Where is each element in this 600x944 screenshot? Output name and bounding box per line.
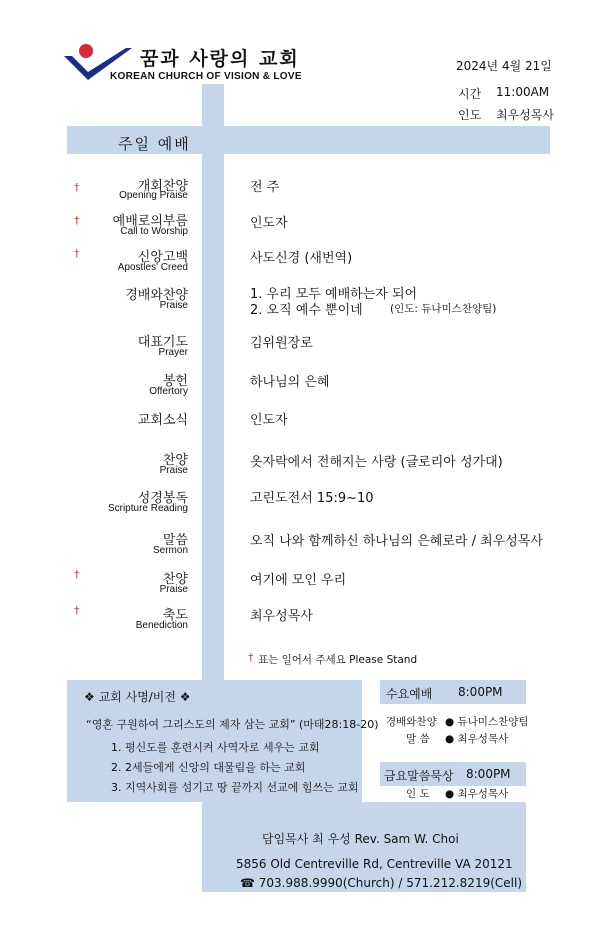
stand-cross-icon: † [74, 181, 80, 194]
stand-cross-icon: † [74, 568, 80, 581]
friday-row-label: 인 도 [406, 788, 430, 800]
stand-cross-icon: † [74, 604, 80, 617]
service-item-en: Offertory [149, 386, 188, 397]
time-label: 시간 [458, 87, 482, 101]
friday-time: 8:00PM [466, 767, 511, 781]
service-item-note: (인도: 듀나미스찬양팀) [390, 303, 497, 315]
mission-title: ❖ 교회 사명/비전 ❖ [84, 690, 191, 704]
leader-label: 인도 [458, 108, 482, 122]
service-item-ko: 신앙고백 [137, 250, 188, 265]
service-item-value: 오직 나와 함께하신 하나님의 은혜로라 / 최우성목사 [250, 534, 543, 549]
service-item-ko: 축도 [162, 608, 188, 623]
service-item-value: 사도신경 (새번역) [250, 251, 353, 266]
time-value: 11:00AM [496, 85, 550, 99]
footer-pastor: 담임목사 최 우성 Rev. Sam W. Choi [262, 832, 459, 846]
service-vertical-band [202, 154, 224, 680]
service-item-value: 1. 우리 모두 예배하는자 되어 [250, 287, 418, 302]
friday-row-value: ● 최우성목사 [445, 788, 509, 800]
service-item-value: 옷자락에서 전해지는 사랑 (글로리아 성가대) [250, 455, 503, 470]
wednesday-title: 수요예배 [386, 687, 433, 701]
stand-cross-icon: † [74, 247, 80, 260]
service-item-value: 김위원장로 [250, 336, 313, 351]
service-item-en: Opening Praise [119, 190, 188, 201]
service-item-value: 고린도전서 15:9~10 [250, 491, 374, 506]
friday-title: 금요말씀묵상 [384, 769, 454, 783]
service-item-ko: 경배와찬양 [125, 288, 188, 303]
service-item-en: Sermon [152, 545, 188, 556]
service-item-value-2: 2. 오직 예수 뿐이네 [250, 303, 363, 318]
service-item-en: Call to Worship [120, 226, 188, 237]
footer-address: 5856 Old Centreville Rd, Centreville VA 20121 [236, 857, 513, 871]
service-item-ko: 예배로의부름 [112, 214, 188, 229]
service-item-en: Praise [159, 300, 188, 311]
wednesday-time: 8:00PM [458, 685, 503, 699]
service-item-ko: 말씀 [162, 533, 188, 548]
wednesday-row-label: 경배와찬양 [386, 716, 437, 728]
service-item-value: 최우성목사 [250, 609, 313, 624]
church-name-ko: 꿈과 사랑의 교회 [140, 48, 300, 70]
service-item-ko: 봉헌 [162, 374, 188, 389]
service-item-ko: 개회찬양 [137, 179, 188, 194]
service-title: 주일 예배 [118, 135, 191, 153]
wednesday-row-label: 말 씀 [406, 733, 430, 745]
service-item-en: Prayer [158, 347, 188, 358]
leader-value: 최우성목사 [496, 108, 554, 122]
service-date: 2024년 4월 21일 [456, 59, 552, 73]
service-item-value: 인도자 [250, 216, 288, 231]
stand-cross-icon: † [74, 214, 80, 227]
wednesday-row-value: ● 듀나미스찬양팀 [445, 716, 529, 728]
mission-point: 2. 2세들에게 신앙의 대물림을 하는 교회 [111, 761, 306, 774]
service-item-en: Benediction [135, 620, 188, 631]
service-item-ko: 교회소식 [137, 413, 188, 428]
footer-phone: ☎ 703.988.9990(Church) / 571.212.8219(Cell) [240, 876, 523, 890]
service-item-value: 하나님의 은혜 [250, 375, 330, 390]
mission-point: 1. 평신도를 훈련시켜 사역자로 세우는 교회 [111, 741, 320, 754]
service-item-ko: 성경봉독 [137, 491, 188, 506]
stand-note-cross-icon: † [248, 651, 254, 664]
service-item-en: Scripture Reading [107, 503, 188, 514]
service-item-value: 여기에 모인 우리 [250, 573, 347, 588]
service-item-en: Praise [159, 584, 188, 595]
service-item-en: Apostles' Creed [117, 262, 188, 273]
service-item-en: Praise [159, 465, 188, 476]
stand-note: 표는 일어서 주세요 Please Stand [258, 654, 418, 666]
mission-point: 3. 지역사회를 섬기고 땅 끝까지 선교에 힘쓰는 교회 [111, 781, 359, 794]
wednesday-row-value: ● 최우성목사 [445, 733, 509, 745]
service-item-value: 전 주 [250, 180, 280, 195]
service-item-ko: 찬양 [162, 572, 188, 587]
service-item-value: 인도자 [250, 413, 288, 428]
service-item-ko: 찬양 [162, 453, 188, 468]
church-name-en: KOREAN CHURCH OF VISION & LOVE [110, 71, 302, 82]
mission-quote: “영혼 구원하여 그리스도의 제자 삼는 교회” (마태28:18-20) [86, 718, 379, 731]
service-item-ko: 대표기도 [137, 335, 188, 350]
